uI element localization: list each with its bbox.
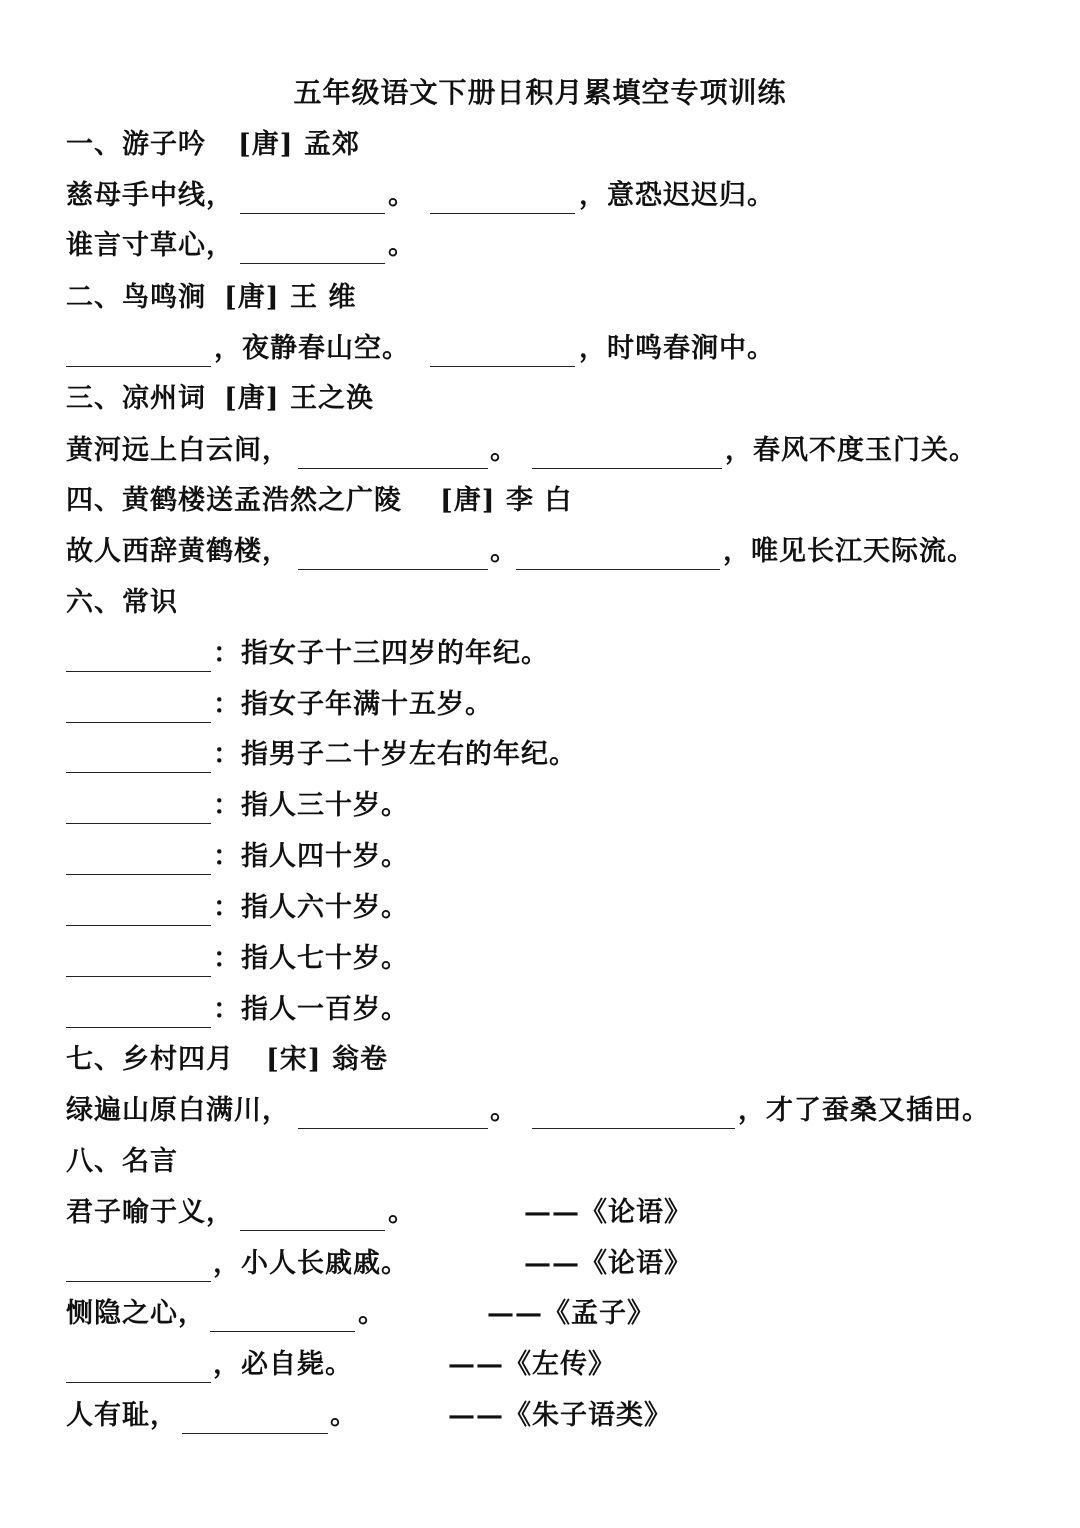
poem-line <box>0 1093 1080 1129</box>
answer-blank <box>66 823 211 824</box>
answer-blank <box>240 263 385 264</box>
quote-source: ——《论语》 <box>524 1248 692 1279</box>
sentence-end-mark: 。 <box>358 1298 386 1329</box>
poem-line-text: 绿遍山原白满川， <box>66 1095 290 1126</box>
quote-line <box>0 1296 1080 1332</box>
answer-blank <box>430 213 575 214</box>
definition-text: ：指人三十岁。 <box>213 790 409 821</box>
section-heading-row <box>0 483 1080 519</box>
section-heading: 七、乡村四月 <box>66 1044 234 1075</box>
poem-line-text: ，夜静春山空。 <box>214 333 410 364</box>
definition-line <box>0 636 1080 672</box>
poem-author: [唐] 王之涣 <box>224 383 374 414</box>
answer-blank <box>430 366 575 367</box>
definition-text: ：指人七十岁。 <box>213 943 409 974</box>
sentence-end-mark: 。 <box>490 1095 518 1126</box>
poem-line-text: ，唯见长江天际流。 <box>723 536 975 567</box>
poem-author: [唐] 李 白 <box>440 485 573 516</box>
definition-text: ：指人六十岁。 <box>213 892 409 923</box>
section-heading: 八、名言 <box>66 1146 178 1177</box>
definition-line <box>0 788 1080 824</box>
poem-line-text: ，春风不度玉门关。 <box>725 435 977 466</box>
quote-line <box>0 1195 1080 1231</box>
section-heading-row <box>0 381 1080 417</box>
answer-blank <box>66 1281 211 1282</box>
answer-blank <box>66 671 211 672</box>
quote-text: 恻隐之心， <box>66 1298 206 1329</box>
section-heading: 二、鸟鸣涧 <box>66 282 206 313</box>
poem-line <box>0 228 1080 264</box>
poem-line-text: ，时鸣春涧中。 <box>579 333 775 364</box>
definition-line <box>0 839 1080 875</box>
quote-line <box>0 1398 1080 1434</box>
answer-blank <box>298 1128 488 1129</box>
answer-blank <box>66 976 211 977</box>
document-title: 五年级语文下册日积月累填空专项训练 <box>293 76 787 109</box>
answer-blank <box>66 1027 211 1028</box>
answer-blank <box>532 1128 735 1129</box>
sentence-end-mark: 。 <box>490 435 518 466</box>
quote-line <box>0 1246 1080 1282</box>
answer-blank <box>532 468 722 469</box>
definition-line <box>0 941 1080 977</box>
quote-source: ——《论语》 <box>524 1197 692 1228</box>
answer-blank <box>66 1382 211 1383</box>
poem-line-text: ，意恐迟迟归。 <box>579 180 775 211</box>
answer-blank <box>298 569 488 570</box>
section-heading-row <box>0 280 1080 316</box>
sentence-end-mark: 。 <box>388 1197 416 1228</box>
answer-blank <box>66 772 211 773</box>
poem-line-text: 故人西辞黄鹤楼， <box>66 536 290 567</box>
poem-author: [宋] 翁卷 <box>266 1044 388 1075</box>
definition-text: ：指男子二十岁左右的年纪。 <box>213 739 577 770</box>
section-heading-row <box>0 1144 1080 1180</box>
quote-line <box>0 1347 1080 1383</box>
answer-blank <box>240 1230 385 1231</box>
sentence-end-mark: 。 <box>388 180 416 211</box>
quote-text: 人有耻， <box>66 1400 178 1431</box>
poem-line-text: 慈母手中线， <box>66 180 234 211</box>
sentence-end-mark: 。 <box>330 1400 358 1431</box>
quote-text: ，必自毙。 <box>213 1349 353 1380</box>
quote-text: ，小人长戚戚。 <box>213 1248 409 1279</box>
definition-line <box>0 890 1080 926</box>
poem-line <box>0 331 1080 367</box>
quote-text: 君子喻于义， <box>66 1197 234 1228</box>
section-heading: 四、黄鹤楼送孟浩然之广陵 <box>66 485 402 516</box>
definition-text: ：指人一百岁。 <box>213 994 409 1025</box>
quote-source: ——《孟子》 <box>487 1298 655 1329</box>
poem-line-text: 谁言寸草心， <box>66 230 234 261</box>
answer-blank <box>516 569 720 570</box>
section-heading-row <box>0 1042 1080 1078</box>
definition-text: ：指女子十三四岁的年纪。 <box>213 638 549 669</box>
poem-line-text: 黄河远上白云间， <box>66 435 290 466</box>
answer-blank <box>240 213 385 214</box>
poem-line <box>0 178 1080 214</box>
section-heading: 六、常识 <box>66 587 178 618</box>
poem-author: [唐] 孟郊 <box>238 129 360 160</box>
poem-line-text: ，才了蚕桑又插田。 <box>738 1095 990 1126</box>
definition-line <box>0 687 1080 723</box>
title-row <box>0 75 1080 111</box>
answer-blank <box>66 925 211 926</box>
poem-line <box>0 433 1080 469</box>
sentence-end-mark: 。 <box>490 536 518 567</box>
quote-source: ——《朱子语类》 <box>448 1400 672 1431</box>
answer-blank <box>66 722 211 723</box>
answer-blank <box>210 1331 355 1332</box>
definition-line <box>0 992 1080 1028</box>
section-heading: 一、游子吟 <box>66 129 206 160</box>
answer-blank <box>66 874 211 875</box>
definition-line <box>0 737 1080 773</box>
quote-source: ——《左传》 <box>448 1349 616 1380</box>
sentence-end-mark: 。 <box>388 230 416 261</box>
section-heading-row <box>0 127 1080 163</box>
answer-blank <box>182 1433 328 1434</box>
answer-blank <box>66 366 211 367</box>
section-heading: 三、凉州词 <box>66 383 206 414</box>
definition-text: ：指女子年满十五岁。 <box>213 689 493 720</box>
poem-author: [唐] 王 维 <box>224 282 357 313</box>
poem-line <box>0 534 1080 570</box>
section-heading-row <box>0 585 1080 621</box>
answer-blank <box>298 468 488 469</box>
definition-text: ：指人四十岁。 <box>213 841 409 872</box>
